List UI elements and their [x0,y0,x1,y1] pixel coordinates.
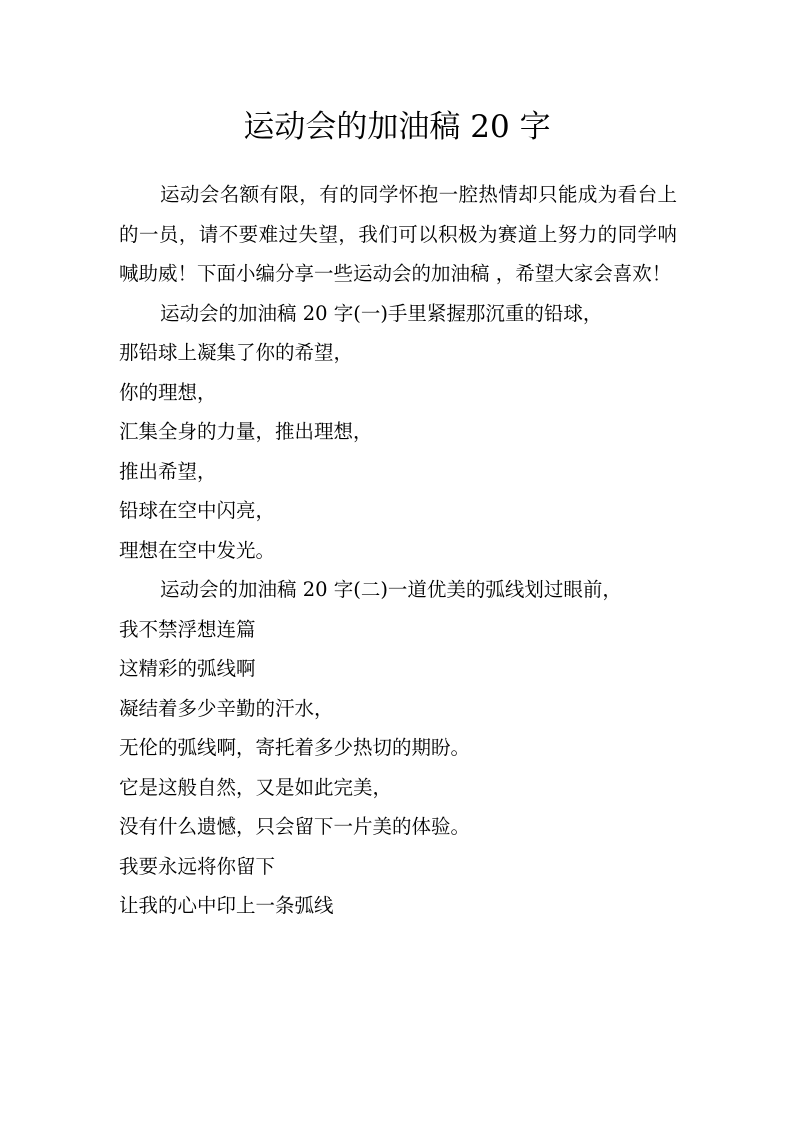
poem-line: 这精彩的弧线啊 [119,657,256,680]
poem-line: 无伦的弧线啊，寄托着多少热切的期盼。 [119,736,471,759]
poem-line: 汇集全身的力量，推出理想， [119,420,373,443]
poem-line: 理想在空中发光。 [119,538,276,562]
document-body [119,175,677,926]
poem-line: 铅球在空中闪亮， [119,499,276,522]
poem-line: 凝结着多少辛勤的汗水， [119,696,334,720]
poem-two-heading: 运动会的加油稿 20 字(二)一道优美的弧线划过眼前， [160,578,622,601]
poem-line: 那铅球上凝集了你的希望， [119,341,354,364]
poem-line: 推出希望， [119,459,217,483]
poem-line: 没有什么遗憾，只会留下一片美的体验。 [119,815,471,838]
poem-line: 你的理想， [119,380,217,404]
poem-line: 我要永远将你留下 [119,854,276,878]
document-title: 运动会的加油稿 20 字 [243,109,551,145]
poem-line: 我不禁浮想连篇 [119,617,256,641]
poem-two [119,570,677,926]
poem-one-heading: 运动会的加油稿 20 字(一)手里紧握那沉重的铅球， [160,301,603,325]
intro-paragraph: 运动会名额有限，有的同学怀抱一腔热情却只能成为看台上的一员，请不要难过失望，我们可以积极为赛道上努力的同学呐喊助威！下面小编分享一些运动会的加油稿 ，希望大家会喜欢！ [119,183,677,285]
poem-line: 它是这般自然，又是如此完美， [119,775,393,799]
poem-one [119,294,677,571]
poem-line: 让我的心中印上一条弧线 [119,894,334,917]
